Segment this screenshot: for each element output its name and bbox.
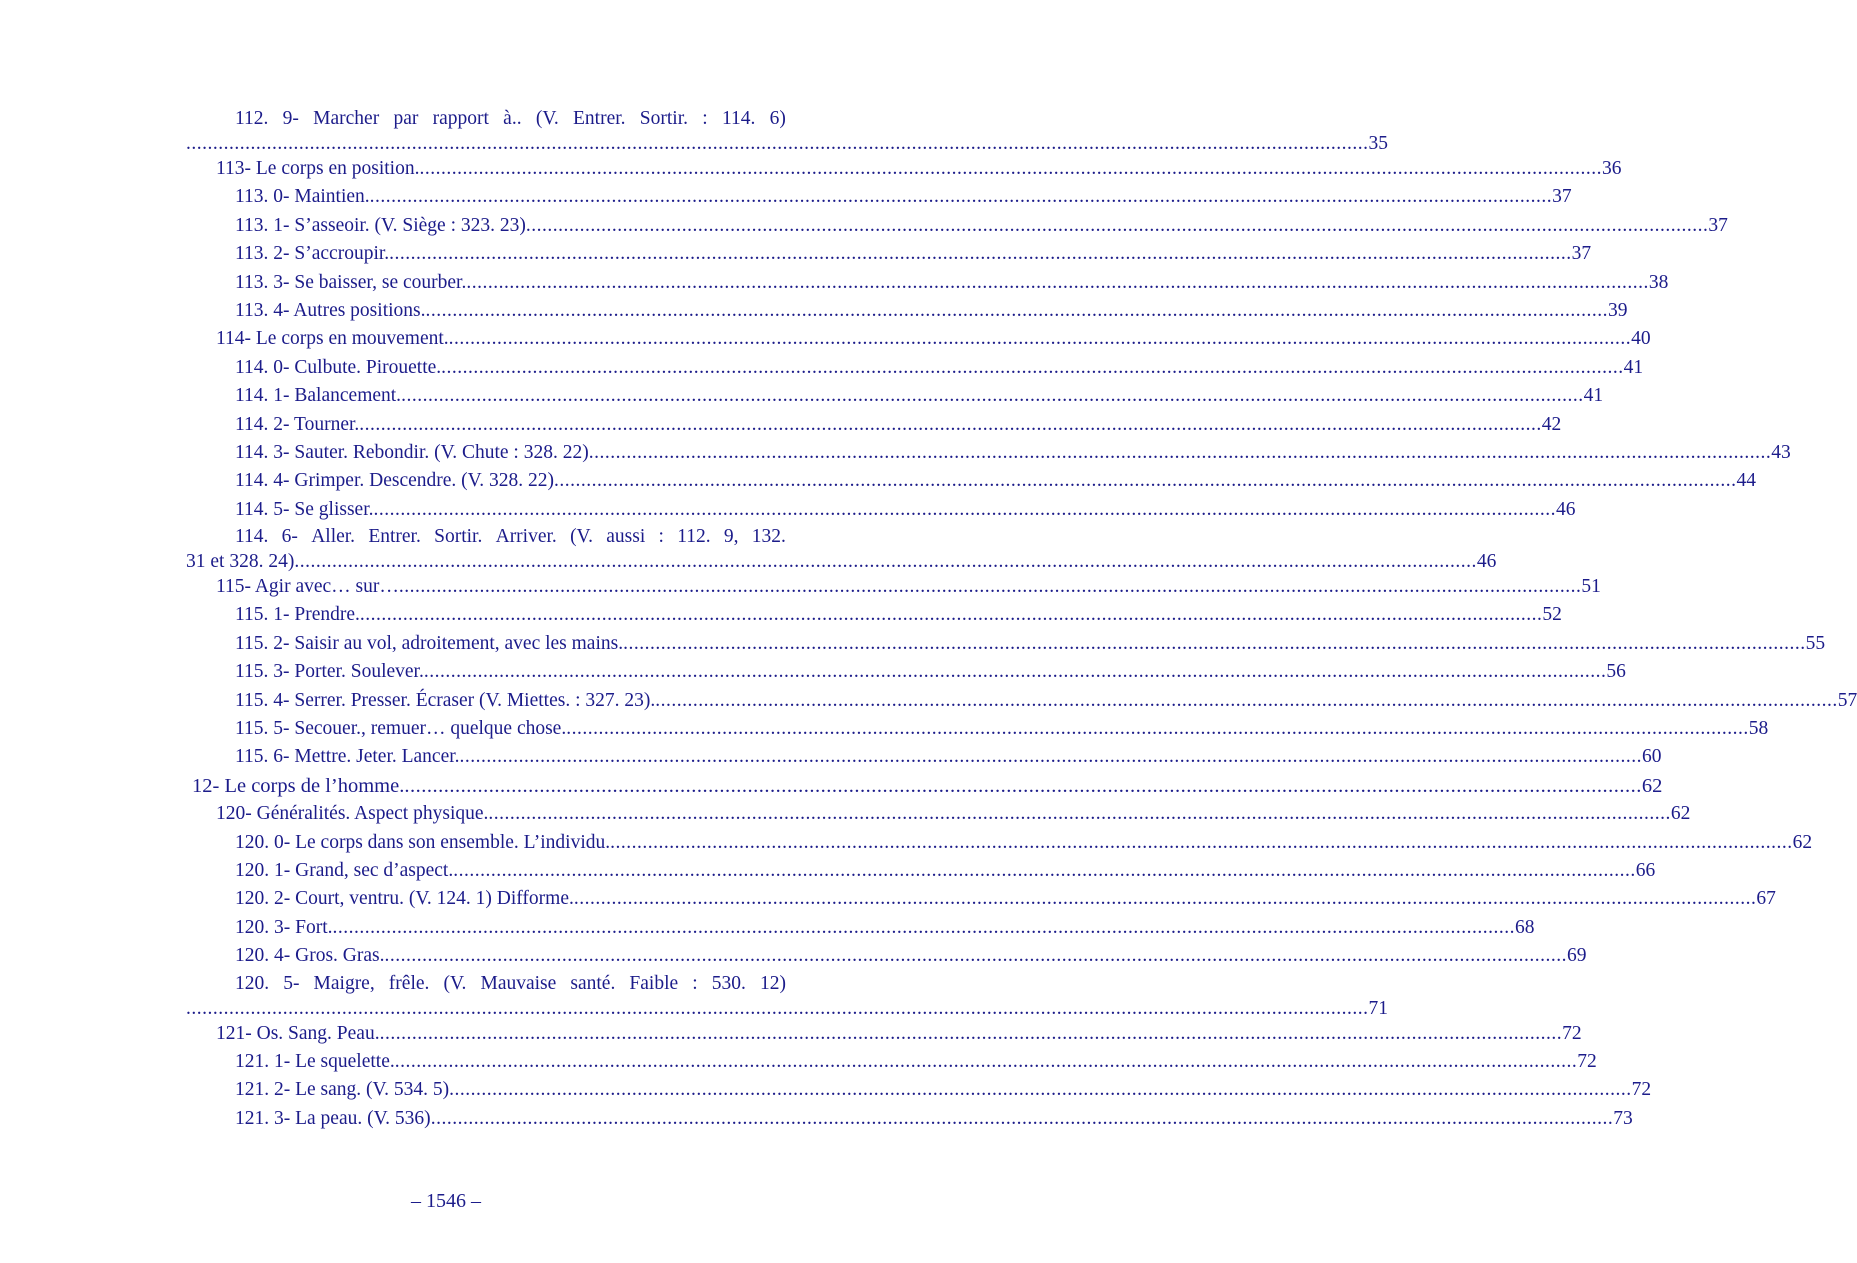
toc-entry[interactable] (186, 1076, 1652, 1104)
toc-entry-title: 114. 5- Se glisser. (235, 498, 374, 520)
toc-entry-page: 71 (1368, 997, 1388, 1019)
dot-leader: ............................................................................................................................................................................................................................ (441, 356, 1624, 378)
toc-entry[interactable] (186, 885, 1776, 913)
dot-leader: ............................................................................................................................................................................................................................ (449, 1079, 1632, 1101)
toc-entry-title: 114. 6- Aller. Entrer. Sortir. Arriver. (V. aussi : 112. 9, 132. (235, 526, 786, 548)
toc-entry-page: 66 (1635, 859, 1656, 881)
dot-leader: ............................................................................................................................................................................................................................ (186, 997, 1369, 1019)
toc-section[interactable] (186, 800, 1691, 828)
table-of-contents (186, 106, 1857, 1133)
dot-leader: ............................................................................................................................................................................................................................ (332, 916, 1515, 938)
dot-leader: ............................................................................................................................................................................................................................ (553, 470, 1737, 492)
dot-leader: ............................................................................................................................................................................................................................ (398, 576, 1582, 598)
toc-entry-title: 114- Le corps en mouvement. (216, 328, 449, 350)
dot-leader: ............................................................................................................................................................................................................................ (453, 859, 1636, 881)
toc-entry-title: 114. 1- Balancement. (235, 385, 402, 407)
dot-leader: ............................................................................................................................................................................................................................ (419, 158, 1602, 179)
toc-section[interactable] (186, 573, 1601, 601)
toc-entry-title: 113. 4- Autres positions. (235, 299, 426, 321)
toc-entry-page: 73 (1613, 1107, 1633, 1129)
toc-section[interactable] (186, 325, 1651, 353)
toc-entry-page: 43 (1771, 441, 1791, 463)
toc-entry-title: 112. 9- Marcher par rapport à.. (V. Entrer. Sortir. : 114. 6) (235, 108, 786, 129)
dot-leader: ............................................................................................................................................................................................................................ (373, 498, 1556, 520)
toc-entry-page: 62 (1670, 803, 1691, 825)
dot-leader: ............................................................................................................................................................................................................................ (359, 413, 1542, 435)
toc-entry-title: 113. 3- Se baisser, se courber. (235, 271, 467, 293)
toc-entry-page: 58 (1748, 718, 1769, 740)
toc-entry[interactable] (186, 1048, 1597, 1076)
dot-leader: ............................................................................................................................................................................................................................ (588, 441, 1772, 463)
toc-entry-title: 120. 4- Gros. Gras. (235, 945, 385, 967)
toc-entry-title: 114. 2- Tourner. (235, 413, 360, 435)
dot-leader: ............................................................................................................................................................................................................................ (655, 689, 1838, 711)
dot-leader: ............................................................................................................................................................................................................................ (623, 632, 1806, 654)
dot-leader: ............................................................................................................................................................................................................................ (573, 888, 1757, 910)
toc-entry-page: 51 (1581, 576, 1601, 598)
page-number: – 1546 – (411, 1190, 481, 1212)
toc-entry-page: 72 (1562, 1022, 1582, 1044)
toc-entry[interactable] (186, 411, 1562, 439)
dot-leader: ............................................................................................................................................................................................................................ (488, 803, 1671, 825)
dot-leader: ............................................................................................................................................................................................................................ (389, 243, 1572, 265)
toc-entry-page: 39 (1608, 299, 1628, 321)
toc-entry-title: 121. 2- Le sang. (V. 534. 5) (235, 1079, 450, 1101)
toc-entry-title: 114. 0- Culbute. Pirouette. (235, 356, 442, 378)
dot-leader: ............................................................................................................................................................................................................................ (423, 661, 1607, 683)
toc-entry-title: 120. 3- Fort. (235, 916, 333, 938)
toc-entry[interactable] (186, 971, 1388, 1020)
dot-leader: ............................................................................................................................................................................................................................ (430, 1107, 1614, 1129)
toc-entry[interactable] (186, 743, 1662, 771)
toc-entry-title-continuation: 31 et 328. 24) (186, 551, 295, 573)
toc-entry-page: 35 (1368, 133, 1388, 154)
toc-entry-page: 52 (1542, 604, 1562, 626)
toc-entry-title: 121- Os. Sang. Peau. (216, 1022, 380, 1044)
toc-entry-page: 62 (1641, 774, 1663, 797)
toc-entry-page: 41 (1623, 356, 1644, 378)
toc-entry[interactable] (186, 439, 1791, 467)
toc-entry-title: 121. 1- Le squelette. (235, 1050, 395, 1072)
toc-entry[interactable] (186, 297, 1628, 325)
toc-entry-title: 113- Le corps en position. (216, 158, 420, 179)
dot-leader: ............................................................................................................................................................................................................................ (394, 1050, 1578, 1072)
toc-entry[interactable] (186, 914, 1535, 942)
toc-entry-page: 40 (1631, 328, 1651, 350)
toc-entry[interactable] (186, 524, 1497, 573)
toc-entry-title: 120- Généralités. Aspect physique. (216, 803, 489, 825)
toc-entry-page: 55 (1805, 632, 1826, 654)
toc-entry[interactable] (186, 1105, 1633, 1133)
dot-leader: ............................................................................................................................................................................................................................ (384, 945, 1567, 967)
toc-entry-page: 56 (1606, 661, 1626, 683)
toc-entry[interactable] (186, 183, 1572, 211)
dot-leader: ............................................................................................................................................................................................................................ (425, 299, 1608, 321)
toc-entry-page: 36 (1601, 158, 1622, 179)
toc-entry-page: 44 (1736, 470, 1756, 492)
toc-entry[interactable] (186, 212, 1728, 240)
dot-leader: ............................................................................................................................................................................................................................ (566, 718, 1749, 740)
toc-entry-title: 113. 2- S’accroupir. (235, 243, 390, 265)
dot-leader: ............................................................................................................................................................................................................................ (186, 133, 1369, 154)
toc-entry-page: 72 (1577, 1050, 1597, 1072)
toc-entry[interactable] (186, 857, 1656, 885)
toc-entry-page: 72 (1631, 1079, 1652, 1101)
toc-entry[interactable] (186, 354, 1644, 382)
toc-entry[interactable] (186, 630, 1826, 658)
toc-entry-page: 38 (1648, 271, 1669, 293)
toc-entry-page: 68 (1515, 916, 1535, 938)
toc-entry-page: 62 (1792, 831, 1813, 853)
toc-entry-page: 37 (1708, 214, 1728, 236)
toc-entry-title: 120. 1- Grand, sec d’aspect. (235, 859, 454, 881)
toc-entry-page: 37 (1571, 243, 1592, 265)
toc-entry[interactable] (186, 382, 1604, 410)
toc-entry-title: 115. 6- Mettre. Jeter. Lancer. (235, 746, 460, 768)
toc-chapter[interactable] (186, 772, 1663, 800)
toc-entry-title: 113. 0- Maintien. (235, 186, 370, 208)
toc-entry-page: 41 (1583, 385, 1604, 407)
toc-entry[interactable] (186, 687, 1857, 715)
toc-entry-page: 69 (1566, 945, 1587, 967)
toc-entry-title: 115. 2- Saisir au vol, adroitement, avec les mains. (235, 632, 624, 654)
toc-entry-title: 120. 2- Court, ventru. (V. 124. 1) Difforme. (235, 888, 574, 910)
toc-entry-title: 115. 5- Secouer., remuer… quelque chose. (235, 718, 567, 740)
dot-leader: ............................................................................................................................................................................................................................ (379, 1022, 1563, 1044)
dot-leader: ............................................................................................................................................................................................................................ (459, 746, 1643, 768)
toc-entry-title: 120. 5- Maigre, frêle. (V. Mauvaise santé. Faible : 530. 12) (235, 972, 786, 994)
toc-entry-page: 37 (1552, 186, 1572, 208)
dot-leader: ............................................................................................................................................................................................................................ (294, 551, 1477, 573)
dot-leader: ............................................................................................................................................................................................................................ (466, 271, 1649, 293)
dot-leader: ............................................................................................................................................................................................................................ (525, 214, 1709, 236)
toc-entry[interactable] (186, 240, 1592, 268)
toc-entry[interactable] (186, 715, 1769, 743)
dot-leader: ............................................................................................................................................................................................................................ (610, 831, 1793, 853)
dot-leader: ............................................................................................................................................................................................................................ (401, 385, 1584, 407)
toc-entry-page: 42 (1541, 413, 1562, 435)
toc-entry-title: 114. 4- Grimper. Descendre. (V. 328. 22) (235, 470, 554, 492)
toc-entry-title: 115. 3- Porter. Soulever. (235, 661, 424, 683)
toc-entry-page: 46 (1476, 551, 1497, 573)
toc-entry[interactable] (186, 942, 1587, 970)
toc-entry-title: 115. 1- Prendre. (235, 604, 360, 626)
toc-entry[interactable] (186, 658, 1626, 686)
toc-entry-title: 120. 0- Le corps dans son ensemble. L’individu. (235, 831, 611, 853)
toc-entry-title: 113. 1- S’asseoir. (V. Siège : 323. 23) (235, 214, 526, 236)
toc-entry[interactable] (186, 106, 1388, 155)
dot-leader: ............................................................................................................................................................................................................................ (448, 328, 1632, 350)
toc-section[interactable] (186, 1020, 1582, 1048)
toc-entry[interactable] (186, 467, 1756, 495)
toc-entry-title: 115. 4- Serrer. Presser. Écraser (V. Miettes. : 327. 23). (235, 689, 656, 711)
toc-entry[interactable] (186, 601, 1562, 629)
toc-entry-page: 46 (1555, 498, 1576, 520)
toc-entry-title: 121. 3- La peau. (V. 536) (235, 1107, 431, 1129)
toc-entry-title: 114. 3- Sauter. Rebondir. (V. Chute : 328. 22) (235, 441, 589, 463)
toc-entry-page: 67 (1756, 888, 1776, 910)
dot-leader: ............................................................................................................................................................................................................................ (359, 604, 1543, 626)
toc-entry[interactable] (186, 829, 1813, 857)
toc-entry[interactable] (186, 269, 1669, 297)
toc-entry-title: 12- Le corps de l’homme. (192, 774, 405, 797)
dot-leader: ............................................................................................................................................................................................................................ (369, 186, 1553, 208)
dot-leader: ............................................................................................................................................................................................................................ (404, 774, 1642, 797)
toc-entry[interactable] (186, 496, 1576, 524)
toc-section[interactable] (186, 155, 1622, 183)
toc-entry-page: 57 (1837, 689, 1857, 711)
toc-entry-title: 115- Agir avec… sur… (216, 576, 399, 598)
toc-entry-page: 60 (1642, 746, 1662, 768)
